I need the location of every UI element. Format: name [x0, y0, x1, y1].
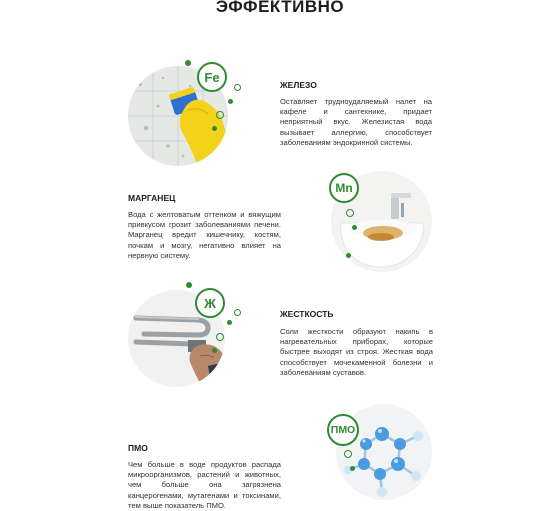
- decor-dot: [212, 348, 217, 353]
- decor-dot: [212, 126, 217, 131]
- pmo-badge: [327, 414, 359, 446]
- section-text-hardness: Соли жесткости образуют накипь в нагревательных приборах, которые быстрее выходят из строя. Жесткая вода способствует мочекаменной болезни и заболеваниям суставов.: [280, 327, 433, 377]
- decor-ring: [346, 209, 354, 217]
- decor-dot: [346, 253, 351, 258]
- hardness-badge: [195, 288, 225, 318]
- decor-ring: [234, 84, 241, 91]
- section-title-hardness: ЖЕСТКОСТЬ: [280, 309, 334, 319]
- section-title-pmo: ПМО: [128, 443, 148, 453]
- hardness-badge-label: Ж: [204, 295, 216, 311]
- page-title: ЭФФЕКТИВНО: [215, 0, 345, 16]
- decor-dot: [228, 99, 233, 104]
- section-text-iron: Оставляет трудноудаляемый налет на кафеле и сантехнике, придает неприятный вкус. Железистая вода вызывает аллергию, способствует заболеваниям эндокринной системы.: [280, 97, 432, 147]
- fe-badge: [197, 62, 227, 92]
- decor-ring: [216, 111, 224, 119]
- decor-dot: [186, 282, 192, 288]
- section-title-manganese: МАРГАНЕЦ: [128, 193, 176, 203]
- fe-badge-label: Fe: [204, 69, 220, 85]
- pmo-badge-label: ПМО: [330, 424, 356, 436]
- mn-badge-label: Mn: [335, 181, 353, 195]
- decor-dot: [185, 60, 191, 66]
- decor-dot: [227, 320, 232, 325]
- section-text-manganese: Вода с желтоватым оттенком и вяжущим привкусом грозит заболеваниями печени. Марганец вредит кишечнику, костям, почкам и мозгу, негативно влияет на нервную систему.: [128, 210, 281, 260]
- decor-dot: [352, 225, 357, 230]
- decor-ring: [216, 333, 224, 341]
- mn-badge: [329, 173, 359, 203]
- section-text-pmo: Чем больше в воде продуктов распада микроорганизмов, растений и животных, чем больше она загрязнена канцерогенами, мутагенами и токсинами, тем выше показатель ПМО.: [128, 460, 281, 510]
- decor-dot: [350, 466, 355, 471]
- decor-ring: [344, 450, 352, 458]
- decor-ring: [234, 309, 241, 316]
- section-title-iron: ЖЕЛЕЗО: [280, 80, 317, 90]
